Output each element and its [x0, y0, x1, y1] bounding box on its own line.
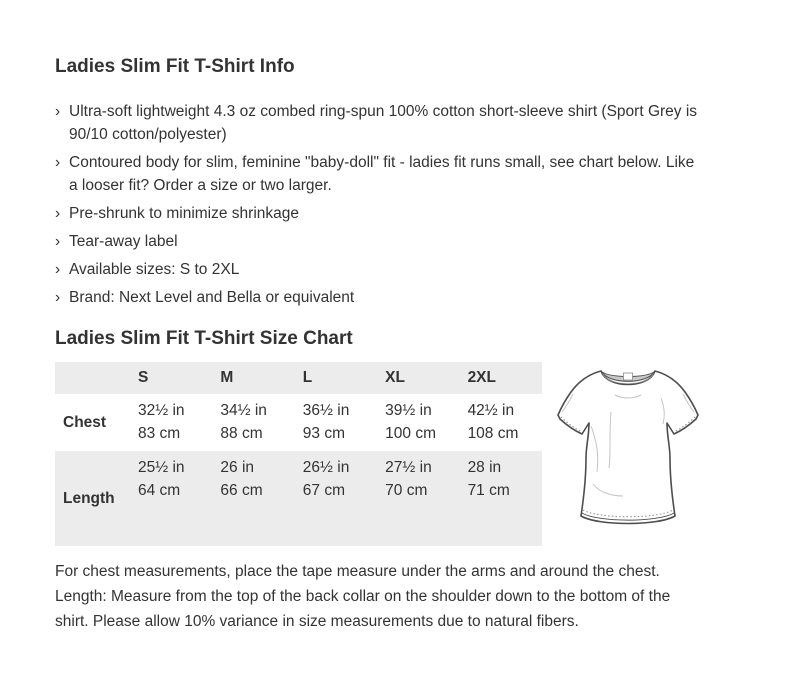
measurement-note: For chest measurements, place the tape measure under the arms and around the chest. Length: Measure from the top of the back collar on the shoulder down to the bottom of the shirt. Please allow 10% variance in size measurements due to natural fibers. — [55, 563, 671, 630]
measurement-cell — [130, 451, 212, 546]
measurement-in: 28 in — [467, 459, 502, 476]
measurement-in: 39½ in — [385, 402, 432, 419]
measurement-cm: 93 cm — [302, 425, 345, 442]
table-row-chest — [55, 394, 542, 451]
size-column-header: XL — [377, 362, 459, 394]
feature-item — [55, 286, 702, 309]
measurement-in: 36½ in — [302, 402, 350, 419]
measurement-in: 25½ in — [138, 459, 185, 476]
feature-list — [55, 100, 702, 309]
bullet-icon: › — [55, 205, 61, 222]
feature-item — [55, 100, 702, 146]
measurement-in: 26½ in — [302, 459, 350, 476]
measurement-in: 26 in — [220, 459, 255, 476]
feature-item — [55, 202, 702, 225]
table-row-length — [55, 451, 542, 546]
feature-text: Brand: Next Level and Bella or equivalent — [69, 289, 355, 306]
tshirt-body — [558, 371, 698, 524]
measurement-cell — [460, 394, 542, 451]
size-column-header: M — [212, 362, 294, 394]
measurement-cm: 64 cm — [138, 482, 181, 499]
size-chart-section — [55, 362, 800, 546]
feature-item — [55, 258, 702, 281]
feature-item — [55, 230, 702, 253]
measurement-cell — [212, 451, 294, 546]
measurement-cm: 66 cm — [220, 482, 263, 499]
feature-text: Pre-shrunk to minimize shrinkage — [69, 205, 300, 222]
measurement-cm: 88 cm — [220, 425, 263, 442]
measurement-cm: 108 cm — [467, 425, 519, 442]
measurement-in: 34½ in — [220, 402, 267, 419]
feature-item — [55, 151, 702, 197]
size-chart-corner-cell — [55, 362, 130, 394]
measurement-cell — [295, 394, 377, 451]
row-label-length: Length — [63, 489, 115, 507]
info-section-title: Ladies Slim Fit T-Shirt Info — [55, 56, 295, 77]
bullet-icon: › — [55, 154, 61, 171]
feature-text: Ultra-soft lightweight 4.3 oz combed ring-spun 100% cotton short-sleeve shirt (Sport Grey is 90/10 cotton/polyester) — [69, 103, 698, 143]
measurement-in: 42½ in — [467, 402, 515, 419]
measurement-cm: 71 cm — [467, 482, 510, 499]
measurement-cm: 70 cm — [385, 482, 428, 499]
measurement-cm: 83 cm — [138, 425, 181, 442]
measurement-cell — [212, 394, 294, 451]
measurement-cell — [377, 451, 459, 546]
size-chart-title: Ladies Slim Fit T-Shirt Size Chart — [55, 328, 353, 349]
measurement-cm: 67 cm — [302, 482, 345, 499]
measurement-cell — [295, 451, 377, 546]
measurement-cell — [130, 394, 212, 451]
bullet-icon: › — [55, 261, 61, 278]
measurement-in: 32½ in — [138, 402, 185, 419]
size-chart-table — [55, 362, 542, 546]
size-column-header: S — [130, 362, 212, 394]
measurement-cm: 100 cm — [385, 425, 437, 442]
feature-text: Contoured body for slim, feminine "baby-doll" fit - ladies fit runs small, see chart below. Like a looser fit? Order a size or two larger. — [69, 154, 695, 194]
bullet-icon: › — [55, 103, 61, 120]
measurement-in: 27½ in — [385, 459, 432, 476]
size-column-header: L — [295, 362, 377, 394]
feature-text: Tear-away label — [69, 233, 178, 250]
bullet-icon: › — [55, 233, 61, 250]
measurement-cell — [460, 451, 542, 546]
bullet-icon: › — [55, 289, 61, 306]
tshirt-illustration — [552, 364, 704, 540]
size-column-header: 2XL — [460, 362, 542, 394]
feature-text: Available sizes: S to 2XL — [69, 261, 240, 278]
row-label-chest: Chest — [63, 413, 107, 431]
measurement-cell — [377, 394, 459, 451]
size-header-row — [55, 362, 542, 394]
tshirt-neck-label — [624, 373, 633, 380]
